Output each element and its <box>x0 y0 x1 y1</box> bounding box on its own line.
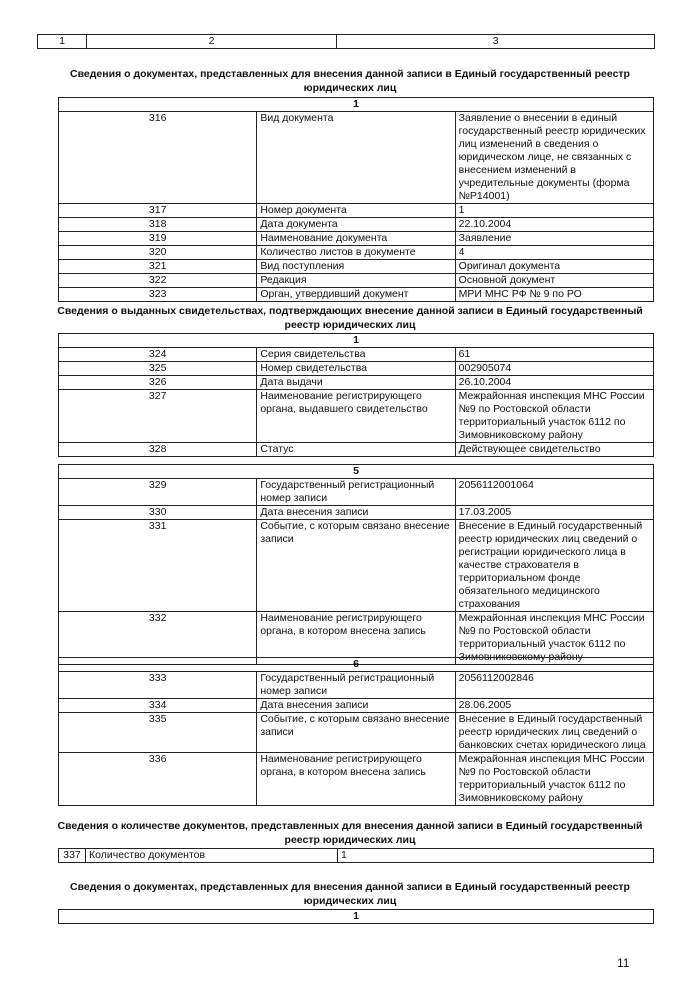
row-label: Редакция <box>257 274 455 288</box>
table-row <box>59 520 654 612</box>
row-label: Событие, с которым связано внесение записи <box>257 713 455 753</box>
table-row <box>59 246 654 260</box>
row-value: Основной документ <box>455 274 653 288</box>
row-label: Дата внесения записи <box>257 699 455 713</box>
page-number: 11 <box>617 956 630 970</box>
table-row <box>59 443 654 457</box>
table-row <box>59 910 654 924</box>
table-row <box>59 218 654 232</box>
row-value: 28.06.2005 <box>455 699 653 713</box>
header-cell-2: 2 <box>87 35 337 49</box>
row-label: Наименование регистрирующего органа, в котором внесена запись <box>257 612 455 665</box>
section2-table <box>58 333 654 457</box>
row-label: Количество документов <box>86 849 338 863</box>
row-number: 318 <box>59 218 257 232</box>
table-row <box>59 753 654 806</box>
row-number: 323 <box>59 288 257 302</box>
section3-table <box>58 464 654 665</box>
top-header-table <box>37 34 655 49</box>
row-number: 319 <box>59 232 257 246</box>
row-label: Наименование регистрирующего органа, в котором внесена запись <box>257 753 455 806</box>
row-number: 322 <box>59 274 257 288</box>
table-row <box>59 98 654 112</box>
table-row <box>59 713 654 753</box>
row-value: 17.03.2005 <box>455 506 653 520</box>
table-row <box>59 699 654 713</box>
row-number: 333 <box>59 672 257 699</box>
table-row <box>59 112 654 204</box>
row-label: Вид поступления <box>257 260 455 274</box>
row-label: Событие, с которым связано внесение записи <box>257 520 455 612</box>
table-row <box>59 658 654 672</box>
row-number: 331 <box>59 520 257 612</box>
row-number: 330 <box>59 506 257 520</box>
row-label: Государственный регистрационный номер записи <box>257 672 455 699</box>
block-number: 1 <box>59 910 654 924</box>
table-row <box>59 362 654 376</box>
row-number: 329 <box>59 479 257 506</box>
table-row <box>59 288 654 302</box>
row-value: Заявление <box>455 232 653 246</box>
row-value: Внесение в Единый государственный реестр юридических лиц сведений о регистрации юридического лица в качестве страхователя в территориальном фонде обязательного медицинского страхования <box>455 520 653 612</box>
row-value: Межрайонная инспекция МНС России №9 по Ростовской области территориальный участок 6112 по Зимовниковскому району <box>455 390 653 443</box>
row-number: 320 <box>59 246 257 260</box>
row-value: 2056112001064 <box>455 479 653 506</box>
row-number: 316 <box>59 112 257 204</box>
row-value: 002905074 <box>455 362 653 376</box>
row-value: 26.10.2004 <box>455 376 653 390</box>
row-number: 334 <box>59 699 257 713</box>
row-label: Дата документа <box>257 218 455 232</box>
block-number: 5 <box>59 465 654 479</box>
table-row <box>59 479 654 506</box>
row-number: 332 <box>59 612 257 665</box>
row-number: 328 <box>59 443 257 457</box>
table-row <box>59 334 654 348</box>
row-number: 335 <box>59 713 257 753</box>
section6-caption: Сведения о документах, представленных для внесения данной записи в Единый государственный реестр юридических лиц <box>70 881 630 907</box>
row-label: Статус <box>257 443 455 457</box>
table-row <box>59 390 654 443</box>
row-value: 1 <box>338 849 654 863</box>
section1-caption: Сведения о документах, представленных для внесения данной записи в Единый государственный реестр юридических лиц <box>70 68 630 94</box>
row-number: 325 <box>59 362 257 376</box>
section4-table <box>58 657 654 806</box>
row-number: 326 <box>59 376 257 390</box>
row-label: Орган, утвердивший документ <box>257 288 455 302</box>
table-row <box>59 506 654 520</box>
row-number: 324 <box>59 348 257 362</box>
row-value: Межрайонная инспекция МНС России №9 по Ростовской области территориальный участок 6112 по Зимовниковскому району <box>455 753 653 806</box>
table-row <box>59 376 654 390</box>
table-row <box>59 204 654 218</box>
table-row <box>59 260 654 274</box>
table-row <box>59 465 654 479</box>
header-cell-1: 1 <box>38 35 87 49</box>
row-label: Дата внесения записи <box>257 506 455 520</box>
row-value: Действующее свидетельство <box>455 443 653 457</box>
row-label: Вид документа <box>257 112 455 204</box>
row-label: Наименование документа <box>257 232 455 246</box>
section2-caption: Сведения о выданных свидетельствах, подтверждающих внесение данной записи в Единый государственный реестр юридических лиц <box>57 305 643 331</box>
table-row <box>59 849 654 863</box>
row-value: 61 <box>455 348 653 362</box>
row-label: Номер документа <box>257 204 455 218</box>
section5-caption: Сведения о количестве документов, представленных для внесения данной записи в Единый государственный реестр юридических лиц <box>57 820 643 846</box>
row-value: Оригинал документа <box>455 260 653 274</box>
row-value: Внесение в Единый государственный реестр юридических лиц сведений о банковских счетах юридического лица <box>455 713 653 753</box>
row-value: Межрайонная инспекция МНС России №9 по Ростовской области территориальный участок 6112 по Зимовниковскому району <box>455 612 653 665</box>
table-row <box>59 348 654 362</box>
row-label: Серия свидетельства <box>257 348 455 362</box>
table-row <box>59 274 654 288</box>
table-row <box>38 35 655 49</box>
row-number: 337 <box>59 849 86 863</box>
row-label: Наименование регистрирующего органа, выдавшего свидетельство <box>257 390 455 443</box>
row-label: Количество листов в документе <box>257 246 455 260</box>
row-value: 4 <box>455 246 653 260</box>
section6-table <box>58 909 654 924</box>
row-value: МРИ МНС РФ № 9 по РО <box>455 288 653 302</box>
row-value: 2056112002846 <box>455 672 653 699</box>
row-value: Заявление о внесении в единый государственный реестр юридических лиц изменений в сведения о юридическом лице, не связанных с внесением изменений в учредительные документы (форма №Р14001) <box>455 112 653 204</box>
row-value: 1 <box>455 204 653 218</box>
row-number: 321 <box>59 260 257 274</box>
row-label: Дата выдачи <box>257 376 455 390</box>
block-number: 1 <box>59 334 654 348</box>
table-row <box>59 232 654 246</box>
row-label: Государственный регистрационный номер записи <box>257 479 455 506</box>
section1-table <box>58 97 654 302</box>
block-number: 6 <box>59 658 654 672</box>
row-label: Номер свидетельства <box>257 362 455 376</box>
row-value: 22.10.2004 <box>455 218 653 232</box>
table-row <box>59 672 654 699</box>
header-cell-3: 3 <box>337 35 655 49</box>
block-number: 1 <box>59 98 654 112</box>
row-number: 327 <box>59 390 257 443</box>
row-number: 317 <box>59 204 257 218</box>
row-number: 336 <box>59 753 257 806</box>
section5-table <box>58 848 654 863</box>
